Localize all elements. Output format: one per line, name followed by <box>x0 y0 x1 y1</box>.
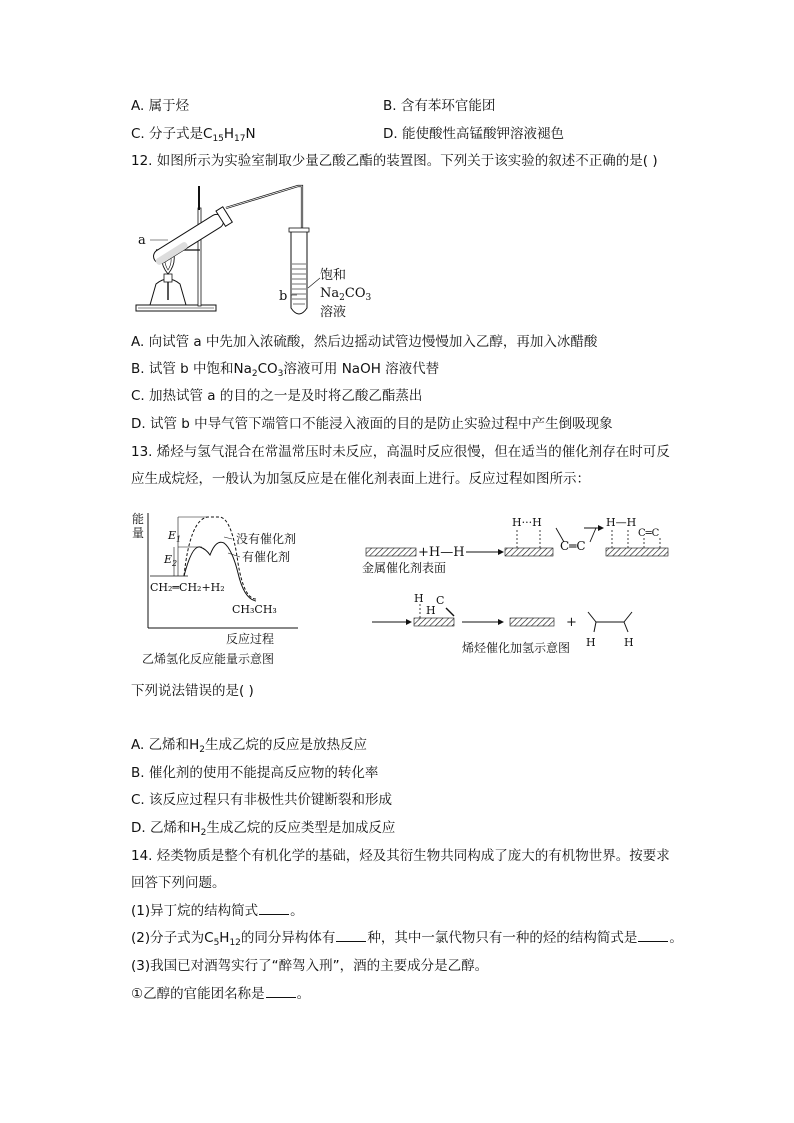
h-left: H <box>414 592 424 605</box>
h-h-dotted: H···H <box>512 516 542 529</box>
alkene-catalytic-hydrogenation-diagram <box>362 512 674 660</box>
q14-p4-text: ①乙醇的官能团名称是 <box>131 986 265 1002</box>
q14-stem-line2: 回答下列问题。 <box>131 875 226 891</box>
q12-b-text: B. 试管 b 中饱和Na <box>131 361 252 377</box>
q11-option-a: A. 属于烃 <box>131 98 190 114</box>
q12-b-sub2: 3 <box>277 369 284 379</box>
label-b: b <box>279 289 288 304</box>
q14-p2-mid2: 种，其中一氯代物只有一种的烃的结构简式是 <box>367 930 638 946</box>
q13-option-b: B. 催化剂的使用不能提高反应物的转化率 <box>131 765 379 781</box>
q14-part-3-sub1 <box>131 984 310 1004</box>
label-na2co3: $Na_2CO_3$ <box>320 286 372 303</box>
c-double-c: C═C <box>560 539 586 553</box>
answer-blank[interactable] <box>266 985 296 998</box>
q14-p2-mid: 的同分异构体有 <box>240 930 336 946</box>
e1-label: $E_1$ <box>168 529 182 544</box>
h-h-bond: H—H <box>606 516 637 529</box>
ethylene-hydrogenation-energy-diagram <box>128 503 328 671</box>
h-right: H <box>426 604 436 617</box>
q11-option-b: B. 含有苯环官能团 <box>383 98 496 114</box>
q14-part-1 <box>131 901 304 921</box>
x-axis-label: 反应过程 <box>226 632 275 646</box>
q11-option-d: D. 能使酸性高锰酸钾溶液褪色 <box>383 126 564 142</box>
q13-a-text: A. 乙烯和H <box>131 737 200 753</box>
q14-p1-end: 。 <box>290 903 304 919</box>
answer-blank[interactable] <box>638 929 668 942</box>
catalyst-label: 有催化剂 <box>242 550 291 564</box>
q14-p2-sub1: 5 <box>213 938 220 948</box>
label-solution: 溶液 <box>320 305 347 320</box>
plus-sign: + <box>566 615 577 630</box>
q12-b-rest: 溶液可用 NaOH 溶液代替 <box>283 361 440 377</box>
energy-axis-label-2: 量 <box>132 526 145 540</box>
q12-option-a: A. 向试管 a 中先加入浓硫酸，然后边摇动试管边慢慢加入乙醇，再加入冰醋酸 <box>131 334 598 350</box>
q13-option-c: C. 该反应过程只有非极性共价键断裂和形成 <box>131 792 393 808</box>
q11-c-h: H <box>223 126 235 142</box>
surface-label: 金属催化剂表面 <box>362 561 447 575</box>
reactants-label: CH₂═CH₂+H₂ <box>150 581 225 594</box>
q13-a-rest: 生成乙烷的反应是放热反应 <box>204 737 367 753</box>
c-adsorbed: C <box>436 594 445 607</box>
q11-c-sub1: 15 <box>212 134 224 144</box>
q14-p2-end: 。 <box>669 930 683 946</box>
answer-blank[interactable] <box>259 902 289 915</box>
q11-option-c <box>131 124 256 149</box>
energy-diagram-caption: 乙烯氢化反应能量示意图 <box>142 652 275 666</box>
q14-p2-text: (2)分子式为C <box>131 930 214 946</box>
label-a: a <box>138 233 146 248</box>
no-catalyst-label: 没有催化剂 <box>236 532 297 546</box>
product-label: CH₃CH₃ <box>232 603 277 616</box>
q14-stem-line1: 14. 烃类物质是整个有机化学的基础，烃及其衍生物共同构成了庞大的有机物世界。按要求 <box>131 848 670 864</box>
q13-d-sub: 2 <box>200 828 207 838</box>
answer-blank[interactable] <box>336 929 366 942</box>
q14-part-2 <box>131 928 683 953</box>
e2-label: $E_2$ <box>164 553 178 568</box>
q12-option-c: C. 加热试管 a 的目的之一是及时将乙酸乙酯蒸出 <box>131 388 423 404</box>
q11-c-sub2: 17 <box>234 134 246 144</box>
q14-p1-text: (1)异丁烷的结构简式 <box>131 903 259 919</box>
q11-c-n: N <box>245 126 256 142</box>
q13-question: 下列说法错误的是( ) <box>131 683 254 699</box>
esterification-apparatus-figure <box>128 178 388 326</box>
q13-d-text: D. 乙烯和H <box>131 820 201 836</box>
label-saturated: 饱和 <box>320 268 347 283</box>
q14-part-3: (3)我国已对酒驾实行了“醉驾入刑”，酒的主要成分是乙醇。 <box>131 958 489 974</box>
energy-axis-label-1: 能 <box>132 512 145 526</box>
catalyst-surface <box>366 548 416 556</box>
q12-option-d: D. 试管 b 中导气管下端管口不能浸入液面的目的是防止实验过程中产生倒吸现象 <box>131 416 613 432</box>
plus-hydrogen: +H—H <box>418 545 465 560</box>
h-ethane-2: H <box>624 636 634 649</box>
ethane-structure <box>588 612 632 632</box>
q14-p2-h: H <box>219 930 230 946</box>
q13-a-sub: 2 <box>199 745 205 755</box>
h-ethane-1: H <box>586 636 596 649</box>
q12-option-b <box>131 359 439 384</box>
q13-option-d <box>131 818 395 843</box>
q14-p4-end: 。 <box>296 986 311 1002</box>
q13-stem-line2: 应生成烷烃，一般认为加氢反应是在催化剂表面上进行。反应过程如图所示： <box>131 471 590 487</box>
q13-option-a <box>131 735 367 760</box>
mechanism-caption: 烯烃催化加氢示意图 <box>462 641 571 655</box>
q12-stem: 12. 如图所示为实验室制取少量乙酸乙酯的装置图。下列关于该实验的叙述不正确的是( ) <box>131 153 658 169</box>
q12-b-co: CO <box>257 361 278 377</box>
q14-p2-sub2: 12 <box>229 938 241 948</box>
c-double-c-adsorbed: C═C <box>638 528 660 539</box>
q13-stem-line1: 13. 烯烃与氢气混合在常温常压时未反应，高温时反应很慢，但在适当的催化剂存在时可反 <box>131 444 670 460</box>
q13-d-rest: 生成乙烷的反应类型是加成反应 <box>206 820 396 836</box>
q12-b-sub1: 2 <box>251 369 258 379</box>
q11-c-text: C. 分子式是C <box>131 126 213 142</box>
